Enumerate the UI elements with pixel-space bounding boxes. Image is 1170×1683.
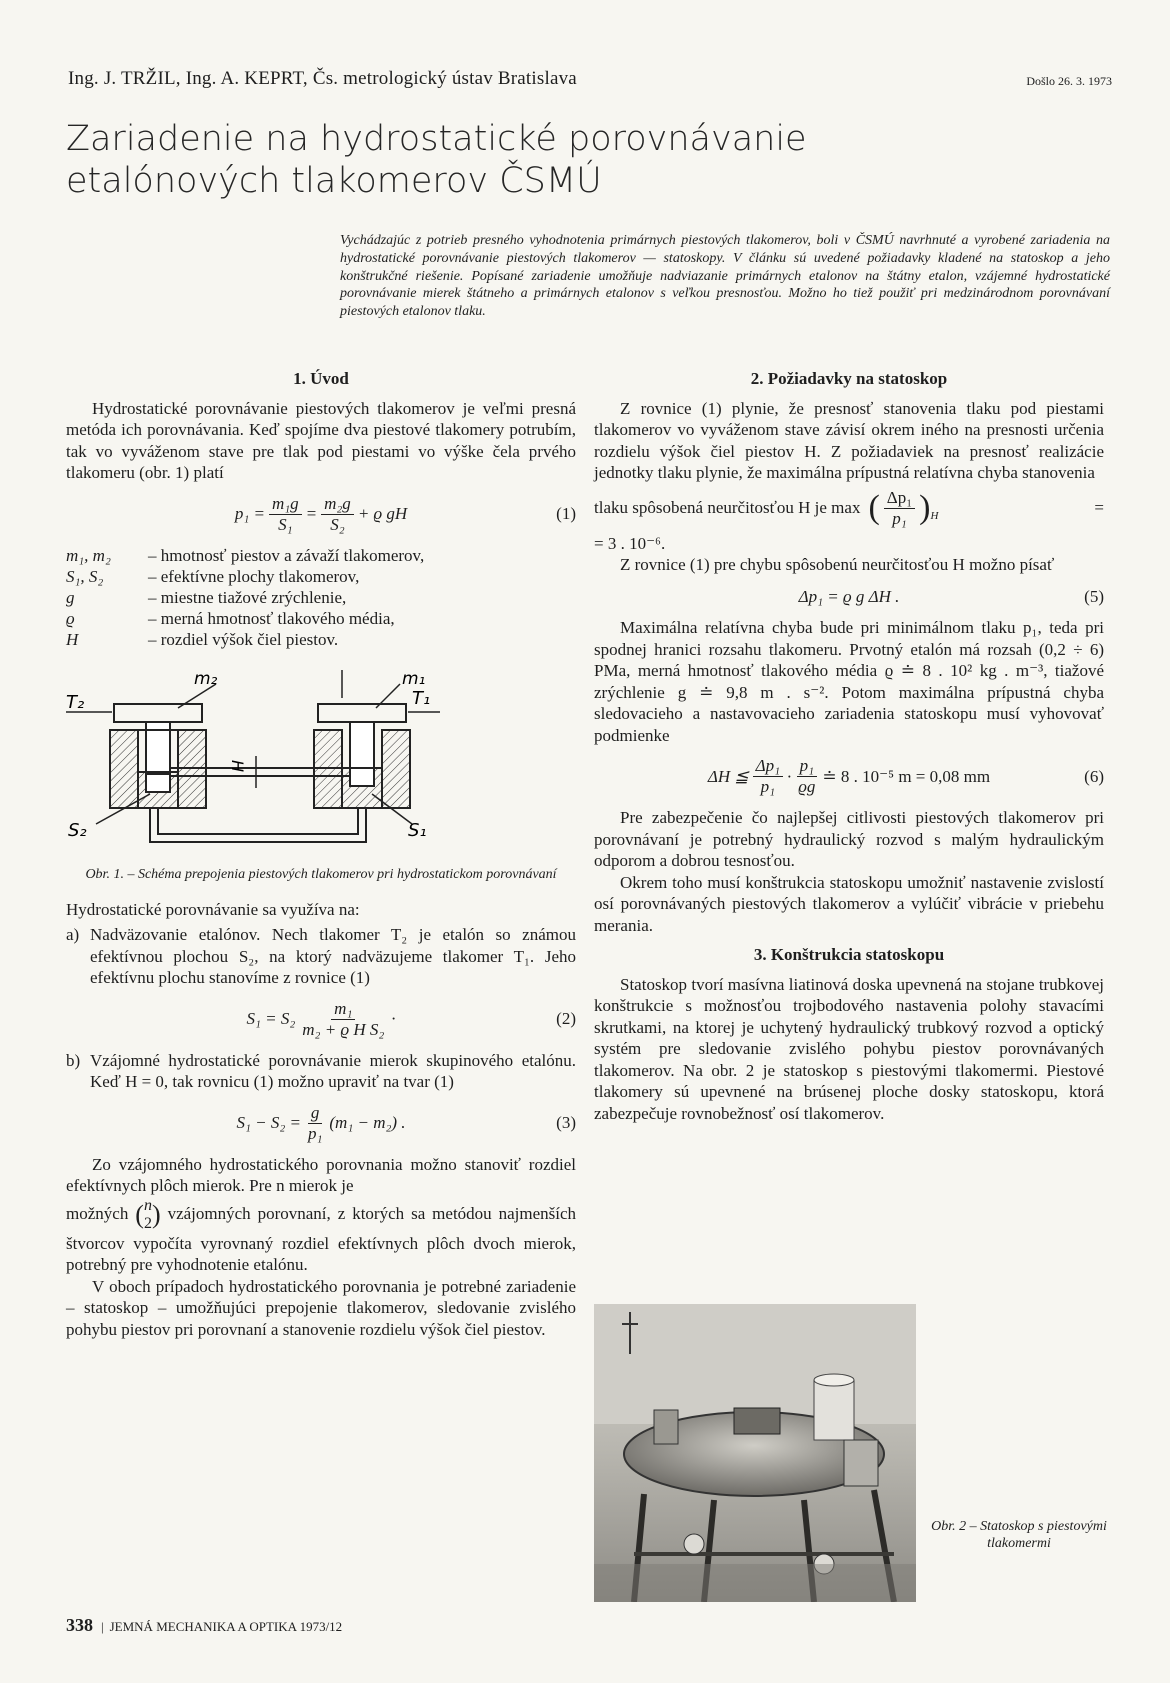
- title-line-1: Zariadenie na hydrostatické porovnávanie: [66, 119, 807, 159]
- abstract: Vychádzajúc z potrieb presného vyhodnotenia primárnych piestových tlakomerov, boli v ČSMÚ navrhnuté a vyrobené zariadenia na hydrostatické porovnávanie piestových tlakomerov — statoskopy. V článku sú uvedené požiadavky kladené na statoskop a jeho konštrukčné riešenie. Popísané zariadenie umožňuje nadviazanie primárnych etalonov na štátny etalon, vzájemné hydrostatické porovnávanie mierek štátneho a primárnych etalonov s veľkou presnosťou. Možno ho tiež použiť pri medzinárodnom porovnávaní piestových etalonov tlaku.: [340, 233, 1110, 320]
- received-date: Došlo 26. 3. 1973: [1026, 74, 1112, 88]
- equation-5: Δp₁ = ϱ g ΔH . (5): [798, 586, 1104, 606]
- equation-1: p₁ = $\frac{\text{m₁g}}{\text{S₁}}$ = $\frac{\text{m₂g}}{\text{S₂}}$ + ϱ gH (1): [234, 493, 576, 534]
- equation-2: S₁ = S₂ $\frac{\text{m₁}}{\text{m₂ + ϱ H S₂}}$ · (2): [246, 998, 576, 1039]
- section-2-heading: 2. Požiadavky na statoskop: [750, 369, 948, 388]
- equation-number: (5): [1084, 586, 1104, 606]
- section-1-heading: 1. Úvod: [293, 369, 349, 388]
- paragraph: Statoskop tvorí masívna liatinová doska upevnená na stojane trubkovej konštrukcie s možnosťou trojbodového nastavenia polohy stavacími skrutkami, na ktorej je uchytený hydraulický trubkový rozvod a optický systém pre sledovanie zvislého pohybu piestov porovnávaných tlakomerov. Na obr. 2 je statoskop s piestovými tlakomermi. Piestové tlakomery sú upevnené na brúsenej ploche dosky statoskopu, ktorá zabezpečuje rovnobežnosť osí tlakomerov.: [594, 974, 1104, 1123]
- paragraph: Hydrostatické porovnávanie sa využíva na:: [66, 899, 360, 919]
- figure-1-caption: Obr. 1. – Schéma prepojenia piestových tlakomerov pri hydrostatickom porovnávaní: [85, 866, 557, 882]
- left-column: [66, 368, 576, 1340]
- section-3-heading: 3. Konštrukcia statoskopu: [753, 945, 945, 964]
- paragraph: Maximálna relatívna chyba bude pri minimálnom tlaku p₁, teda pri spodnej hranici rozsahu tlakomeru. Prvotný etalón má rozsah (0,2 ÷ 6) PMa, merná hmotnosť tlakového média ϱ ≐ 8 . 10² kg . m⁻³, tiažové zrýchlenie g ≐ 9,8 m . s⁻². Potom maximálna prípustná chyba sledovacieho a nastavovacieho zariadenia statoskopu musí vyhovovať podmienke: [594, 618, 1104, 745]
- piston-schematic-diagram: [66, 664, 576, 860]
- symbol-definitions: [66, 545, 576, 650]
- equation-number: (1): [556, 504, 576, 524]
- equation-number: (3): [556, 1113, 576, 1133]
- paragraph: V oboch prípadoch hydrostatického porovnania je potrebné zariadenie – statoskop – umožňujúci prepojenie tlakomerov, sledovanie zvislého pohybu piestov pri porovnaní a stanovenie rozdielu výšok čiel piestov.: [66, 1276, 576, 1339]
- tester-right: [314, 704, 410, 808]
- paragraph: = 3 . 10⁻⁶.: [594, 533, 666, 553]
- s1-label: S₁: [408, 819, 427, 841]
- equation-3: S₁ − S₂ = $\frac{g}{\text{p₁}}$ (m₁ − m₂) . (3): [236, 1102, 576, 1143]
- definition-row: m₁, m₂ – hmotnosť piestov a závaží tlakomerov,: [66, 545, 425, 565]
- paragraph: Okrem toho musí konštrukcia statoskopu umožniť nastavenie zvislostí osí porovnávaných piestových tlakomerov a vylúčiť vibrácie v priebehu merania.: [594, 872, 1104, 935]
- paragraph-max-error: tlaku spôsobená neurčitosťou H je max ( $\frac{\text{Δp₁}}{\text{p₁}}$ ) $_H$ =: [594, 487, 1104, 528]
- equation-number: (6): [1084, 766, 1104, 786]
- s2-label: S₂: [68, 819, 87, 841]
- list-item-a: a) Nadväzovanie etalónov. Nech tlakomer T₂ je etalón so známou efektívnou plochou S₂, na ktorý nadväzujeme tlakomer T₁. Jeho efektívnu plochu stanovíme z rovnice (1): [66, 925, 576, 987]
- right-column: [594, 368, 1104, 1124]
- statoscope-photo-image: [594, 1304, 916, 1602]
- statoscope-photo: [594, 1304, 916, 1602]
- list-item-b: b) Vzájomné hydrostatické porovnávanie mierok skupinového etalónu. Keď H = 0, tak rovnicu (1) možno upraviť na tvar (1): [66, 1050, 576, 1091]
- figure-2-caption: Obr. 2 – Statoskop s piestovými tlakomermi: [931, 1519, 1107, 1551]
- h-label: H: [228, 759, 247, 772]
- article-title: [66, 118, 886, 202]
- equation-6: ΔH ≦ $\frac{\text{Δp₁}}{\text{p₁}}$ · $\frac{\text{p₁}}{ϱg}$ ≐ 8 . 10⁻⁵ m = 0,08 mm (6): [707, 756, 1104, 796]
- title-line-2: etalónových tlakomerov ČSMÚ: [66, 161, 602, 201]
- t1-label: T₁: [412, 687, 431, 709]
- paragraph: Z rovnice (1) plynie, že presnosť stanovenia tlaku pod piestami tlakomerov vo vyváženom stave závisí okrem iného na presnosti určenia rozdielu výšok čiel piestov H. Z požiadaviek na presnosť realizácie jednotky tlaku plynie, že maximálna prípustná relatívna chyba stanovenia: [594, 398, 1104, 482]
- t2-label: T₂: [66, 691, 85, 713]
- page-footer: 338 | JEMNÁ MECHANIKA A OPTIKA 1973/12: [66, 1615, 343, 1635]
- definition-row: H – rozdiel výšok čiel piestov.: [66, 629, 339, 649]
- tester-left: [110, 704, 206, 808]
- paragraph: Zo vzájomného hydrostatického porovnania možno stanoviť rozdiel efektívnych plôch mierok. Pre n mierok je: [66, 1154, 576, 1195]
- paragraph-binomial: možných ( n 2 ) vzájomných porovnaní, z ktorých sa metódou najmenších štvorcov vypočíta vyrovnaný rozdiel efektívnych plôch dvoch mierok, potrebný pre vyhodnotenie etalónu.: [66, 1196, 577, 1274]
- page-number: 338: [66, 1615, 93, 1635]
- paragraph: Pre zabezpečenie čo najlepšej citlivosti piestových tlakomerov pri porovnávaní je potrebný hydraulický rozvod s malým hydraulickým odporom a dobrou tesnosťou.: [594, 808, 1104, 870]
- figure-1-schematic: [66, 664, 576, 860]
- m2-label: m₂: [194, 668, 218, 689]
- definition-row: g – miestne tiažové zrýchlenie,: [66, 587, 347, 607]
- definition-row: ϱ – merná hmotnosť tlakového média,: [66, 608, 395, 628]
- paragraph: Hydrostatické porovnávanie piestových tlakomerov je veľmi presná metóda ich porovnávania. Keď spojíme dva piestové tlakomery potrubím, tak vo vyváženom stave pre tlak pod piestami vo výške čela prvého tlakomeru (obr. 1) platí: [66, 398, 576, 482]
- paragraph: Z rovnice (1) pre chybu spôsobenú neurčitosťou H možno písať: [620, 555, 1055, 574]
- author-line: Ing. J. TRŽIL, Ing. A. KEPRT, Čs. metrologický ústav Bratislava: [68, 68, 577, 89]
- journal-name: JEMNÁ MECHANIKA A OPTIKA 1973/12: [109, 1619, 343, 1634]
- equation-number: (2): [556, 1009, 576, 1029]
- m1-label: m₁: [402, 668, 426, 689]
- definition-row: S₁, S₂ – efektívne plochy tlakomerov,: [66, 566, 360, 586]
- height-difference-marker: [228, 756, 264, 788]
